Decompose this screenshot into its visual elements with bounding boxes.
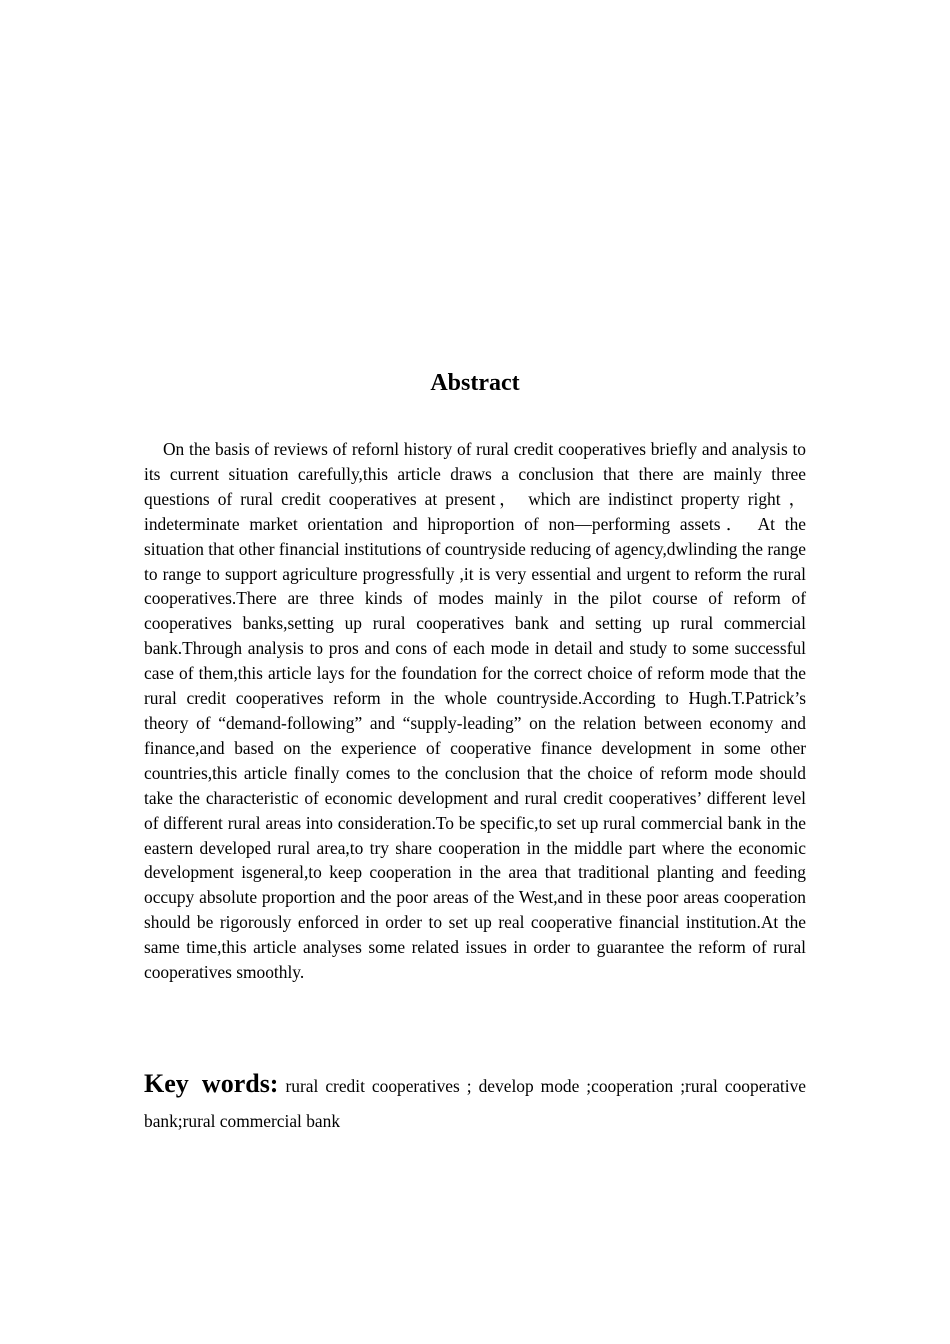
abstract-body: On the basis of reviews of refornl history of rural credit cooperatives briefly and analysis to its current situation carefully,this article draws a conclusion that there are mainly three questions of rural credit cooperatives at present， which are indistinct property right ， indeterminate market orientation and hiproportion of non—performing assets． At the situation that other financial institutions of countryside reducing of agency,dwlinding the range to range to support agriculture progressfully ,it is very essential and urgent to reform the rural cooperatives.There are three kinds of modes mainly in the pilot course of reform of cooperatives banks,setting up rural cooperatives bank and setting up rural commercial bank.Through analysis to pros and cons of each mode in detail and study to some successful case of them,this article lays for the foundation for the correct choice of reform mode that the rural credit cooperatives reform in the whole countryside.According to Hugh.T.Patrick’s theory of “demand-following” and “supply-leading” on the relation between economy and finance,and based on the experience of cooperative finance development in some other countries,this article finally comes to the conclusion that the choice of reform mode should take the characteristic of economic development and rural credit cooperatives’ different level of different rural areas into consideration.To be specific,to set up rural commercial bank in the eastern developed rural area,to try share cooperation in the middle part where the economic development isgeneral,to keep cooperation in the area that traditional planting and feeding occupy absolute proportion and the poor areas of the West,and in these poor areas cooperation should be rigorously enforced in order to set up real cooperative financial institution.At the same time,this article analyses some related issues in order to guarantee the reform of rural cooperatives smoothly. <box>144 439 806 983</box>
keywords-label: Key words: <box>144 1069 279 1098</box>
keywords-text: rural credit cooperatives ; develop mode ;cooperation ;rural cooperative bank;rural commercial bank <box>144 1076 806 1131</box>
abstract-title: Abstract <box>430 370 520 396</box>
keywords-paragraph <box>144 1066 806 1139</box>
